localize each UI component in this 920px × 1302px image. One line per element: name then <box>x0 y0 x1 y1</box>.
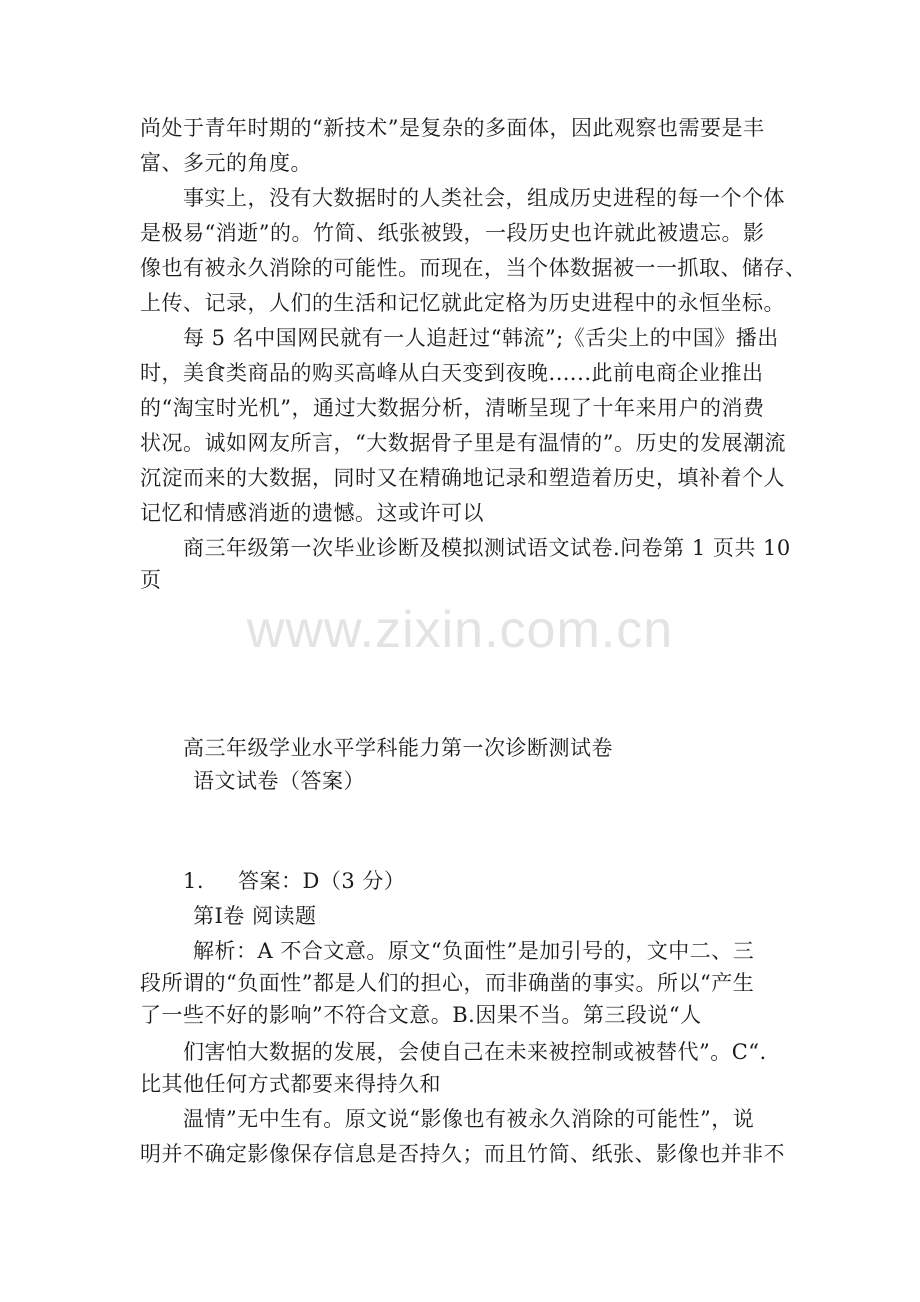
answer-subtitle: 语文试卷（答案） <box>193 769 365 793</box>
article-paragraph-start: 事实上，没有大数据时的人类社会，组成历史进程的每一个个体 <box>183 186 785 210</box>
explanation-line: 了一些不好的影响”不符合文意。B.因果不当。第三段说“人 <box>140 1003 702 1027</box>
answer-title: 高三年级学业水平学科能力第一次诊断测试卷 <box>183 736 613 760</box>
explanation-line: 段所谓的“负面性”都是人们的担心，而非确凿的事实。所以“产生 <box>140 971 755 995</box>
article-line: 是极易“消逝”的。竹简、纸张被毁，一段历史也许就此被遗忘。影 <box>140 221 765 245</box>
article-line: 记忆和情感消逝的遗憾。这或许可以 <box>140 501 484 525</box>
page-footer-text-continued: 页 <box>140 568 162 592</box>
explanation-line: 们害怕大数据的发展，会使自己在未来被控制或被替代”。C“. <box>183 1040 767 1064</box>
article-line: 状况。诚如网友所言，“大数据骨子里是有温情的”。历史的发展潮流 <box>140 431 786 455</box>
explanation-line: 比其他任何方式都要来得持久和 <box>140 1072 441 1096</box>
explanation-line: 温情”无中生有。原文说“影像也有被永久消除的可能性”，说 <box>183 1107 755 1131</box>
page-footer-text: 商三年级第一次毕业诊断及模拟测试语文试卷.问卷第 1 页共 10 <box>183 536 791 560</box>
question-number: 1. <box>183 869 205 893</box>
article-line: 上传、记录，人们的生活和记忆就此定格为历史进程中的永恒坐标。 <box>140 291 785 315</box>
question-answer: 答案：D（3 分） <box>238 869 406 893</box>
article-line: 像也有被永久消除的可能性。而现在，当个体数据被一一抓取、储存、 <box>140 256 807 280</box>
article-paragraph-start: 每 5 名中国网民就有一人追赶过“韩流”;《舌尖上的中国》播出 <box>183 326 779 350</box>
article-line: 的“淘宝时光机”，通过大数据分析，清晰呈现了十年来用户的消费 <box>140 396 765 420</box>
article-line: 沉淀而来的大数据，同时又在精确地记录和塑造着历史，填补着个人 <box>140 466 785 490</box>
section-heading: 第Ⅰ卷 阅读题 <box>193 904 317 928</box>
watermark: www.zixin.com.cn <box>246 601 674 659</box>
article-line: 富、多元的角度。 <box>140 151 312 175</box>
explanation-line: 明并不确定影像保存信息是否持久；而且竹简、纸张、影像也并非不 <box>140 1142 785 1166</box>
explanation-line: 解析：A 不合文意。原文“负面性”是加引号的，文中二、三 <box>193 939 755 963</box>
article-line: 时，美食类商品的购买高峰从白天变到夜晚.…..此前电商企业推出 <box>140 361 764 385</box>
article-line: 尚处于青年时期的“新技术”是复杂的多面体，因此观察也需要是丰 <box>140 116 765 140</box>
